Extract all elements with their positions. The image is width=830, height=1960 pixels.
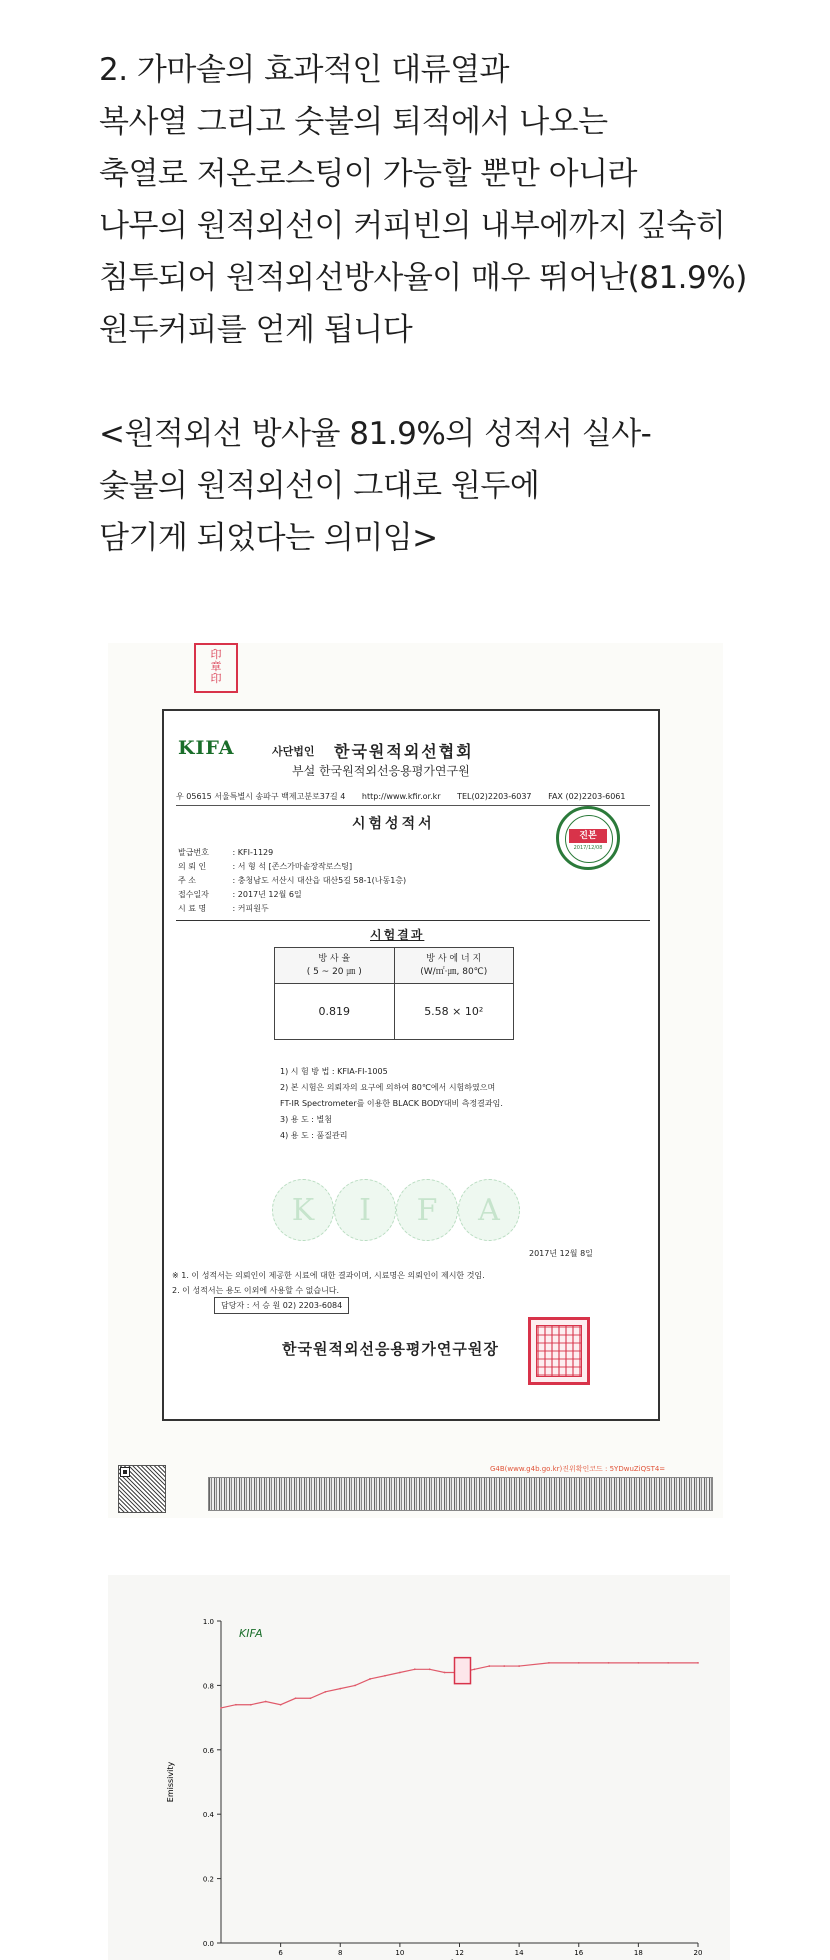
y-tick-label: 0.6 <box>202 1746 214 1755</box>
stamp-label: 진본 <box>569 829 607 843</box>
chart-stamp <box>455 1658 471 1684</box>
data-point <box>578 1662 580 1664</box>
caption-line: <원적외선 방사율 81.9%의 성적서 실사- <box>99 416 652 452</box>
qr-finder-mark <box>121 1468 129 1476</box>
intro-line: 2. 가마솥의 효과적인 대류열과 <box>99 52 509 88</box>
chart-annotation: KIFA <box>239 1627 263 1640</box>
website: http://www.kfir.or.kr <box>361 792 441 801</box>
org-label: 사단법인 <box>272 745 315 758</box>
info-row: 주 소 : 충청남도 서산시 대산읍 대산5길 58-1(나동1층) <box>178 874 406 888</box>
data-point <box>474 1668 476 1670</box>
x-tick-label: 20 <box>693 1949 703 1957</box>
info-block <box>178 846 406 916</box>
info-value: 커피원두 <box>237 904 269 913</box>
issue-date: 2017년 12월 8일 <box>529 1249 593 1258</box>
caption-line: 숯불의 원적외선이 그대로 원두에 <box>99 468 540 504</box>
data-point <box>324 1691 326 1693</box>
top-seal-stamp: 印 章 印 <box>194 643 238 693</box>
watermark-letter: A <box>458 1179 520 1241</box>
x-tick-label: 18 <box>633 1949 643 1957</box>
data-point <box>414 1668 416 1670</box>
data-point <box>637 1662 639 1664</box>
contact-box: 담당자 : 서 승 원 02) 2203-6084 <box>214 1297 349 1314</box>
note-line: 3) 용 도 : 별첨 <box>280 1115 332 1124</box>
results-title: 시험결과 <box>370 928 425 942</box>
footnote-line: ※ 1. 이 성적서는 의뢰인이 제공한 시료에 대한 결과이며, 시료명은 의뢰인이 제시한 것임. <box>172 1271 485 1280</box>
info-value: 2017년 12월 6일 <box>237 890 302 899</box>
intro-line: 침투되어 원적외선방사율이 매우 뛰어난(81.9%) <box>99 260 747 296</box>
divider <box>176 920 650 921</box>
verification-code: G4B(www.g4b.go.kr)진위확인코드 : 5YDwuZiQST4= <box>490 1465 666 1473</box>
tel: TEL(02)2203-6037 <box>457 792 532 801</box>
note-line: 4) 용 도 : 품질관리 <box>280 1131 348 1140</box>
data-point <box>697 1662 699 1664</box>
data-point <box>310 1697 312 1699</box>
info-key: 접수일자 <box>178 890 209 899</box>
address: 우 05615 서울특별시 송파구 백제고분로37길 4 <box>176 792 346 801</box>
kifa-watermark <box>272 1179 518 1257</box>
info-row: 발급번호 : KFI-1129 <box>178 846 406 860</box>
data-point <box>235 1704 237 1706</box>
data-point <box>503 1665 505 1667</box>
data-point <box>399 1672 401 1674</box>
radiant-energy-value: 5.58 × 10² <box>394 984 514 1040</box>
info-key: 발급번호 <box>178 848 209 857</box>
emissivity-chart <box>108 1575 730 1960</box>
note-line: 1) 시 험 방 법 : KFIA-FI-1005 <box>280 1067 388 1076</box>
note-line: FT-IR Spectrometer를 이용한 BLACK BODY대비 측정결과임. <box>280 1099 503 1108</box>
table-header-cell: 방 사 율 ( 5 ~ 20 ㎛ ) <box>275 948 395 984</box>
note-line: 2) 본 시험은 의뢰자의 요구에 의하여 80℃에서 시험하였으며 <box>280 1083 496 1092</box>
seal-pattern <box>536 1325 582 1377</box>
footnote-line: 2. 이 성적서는 용도 이외에 사용할 수 없습니다. <box>172 1286 340 1295</box>
stamp-date: 2017/12/08 <box>573 845 603 851</box>
info-row: 시 료 명 : 커피원두 <box>178 902 406 916</box>
y-tick-label: 0.2 <box>202 1875 214 1884</box>
data-point <box>265 1701 267 1703</box>
x-tick-label: 14 <box>514 1949 524 1957</box>
results-table <box>274 947 514 1040</box>
intro-line: 축열로 저온로스팅이 가능할 뿐만 아니라 <box>99 156 637 192</box>
test-notes <box>280 1064 503 1144</box>
paragraph-gap <box>99 356 819 408</box>
kifa-logo: KIFA <box>178 737 235 759</box>
qr-code <box>118 1465 166 1513</box>
data-point <box>548 1662 550 1664</box>
data-point <box>444 1672 446 1674</box>
certificate-scan <box>108 643 723 1518</box>
data-point <box>280 1704 282 1706</box>
data-point <box>608 1662 610 1664</box>
certificate-frame <box>162 709 660 1421</box>
watermark-letter: K <box>272 1179 334 1241</box>
data-point <box>339 1688 341 1690</box>
data-point <box>220 1707 222 1709</box>
info-key: 시 료 명 <box>178 904 207 913</box>
y-tick-label: 0.8 <box>202 1682 214 1691</box>
data-point <box>384 1675 386 1677</box>
intro-line: 나무의 원적외선이 커피빈의 내부에까지 깊숙히 <box>99 208 726 244</box>
official-seal-stamp <box>528 1317 590 1385</box>
data-point <box>488 1665 490 1667</box>
table-header-cell: 방 사 에 너 지 (W/㎡·㎛, 80℃) <box>394 948 514 984</box>
table-header-row <box>275 948 514 984</box>
x-tick-label: 6 <box>278 1949 283 1957</box>
x-tick-label: 10 <box>395 1949 405 1957</box>
info-row: 접수일자 : 2017년 12월 6일 <box>178 888 406 902</box>
x-tick-label: 12 <box>455 1949 464 1957</box>
watermark-letter: F <box>396 1179 458 1241</box>
info-key: 주 소 <box>178 876 196 885</box>
data-point <box>518 1665 520 1667</box>
data-point <box>667 1662 669 1664</box>
emissivity-value: 0.819 <box>275 984 395 1040</box>
info-key: 의 뢰 인 <box>178 862 207 871</box>
data-point <box>369 1678 371 1680</box>
authentic-stamp <box>556 806 620 870</box>
data-point <box>295 1697 297 1699</box>
intro-line: 원두커피를 얻게 됩니다 <box>99 312 413 348</box>
x-tick-label: 8 <box>338 1949 343 1957</box>
intro-line: 복사열 그리고 숫불의 퇴적에서 나오는 <box>99 104 608 140</box>
info-value: 서 형 석 [존스가마솥장작로스팅] <box>237 862 353 871</box>
table-row <box>275 984 514 1040</box>
document-title: 시험성적서 <box>352 816 435 832</box>
data-point <box>429 1668 431 1670</box>
org-subtitle: 부설 한국원적외선응용평가연구원 <box>292 764 470 778</box>
chart-svg <box>108 1575 730 1960</box>
caption-line: 담기게 되었다는 의미임> <box>99 520 438 556</box>
x-tick-label: 16 <box>574 1949 584 1957</box>
intro-text <box>99 44 819 564</box>
footnotes <box>172 1268 485 1298</box>
y-tick-label: 1.0 <box>202 1618 214 1626</box>
y-tick-label: 0.0 <box>202 1940 214 1948</box>
info-row: 의 뢰 인 : 서 형 석 [존스가마솥장작로스팅] <box>178 860 406 874</box>
data-point <box>354 1685 356 1687</box>
org-name: 한국원적외선협회 <box>334 742 474 761</box>
y-axis-label: Emissivity <box>166 1761 175 1803</box>
info-value: KFI-1129 <box>237 848 274 857</box>
address-row <box>176 791 650 806</box>
barcode-strip <box>208 1477 713 1511</box>
fax: FAX (02)2203-6061 <box>548 792 626 801</box>
watermark-letter: I <box>334 1179 396 1241</box>
info-value: 충청남도 서산시 대산읍 대산5길 58-1(나동1층) <box>237 876 407 885</box>
data-point <box>250 1704 252 1706</box>
y-tick-label: 0.4 <box>202 1811 214 1820</box>
director-title: 한국원적외선응용평가연구원장 <box>282 1340 499 1358</box>
